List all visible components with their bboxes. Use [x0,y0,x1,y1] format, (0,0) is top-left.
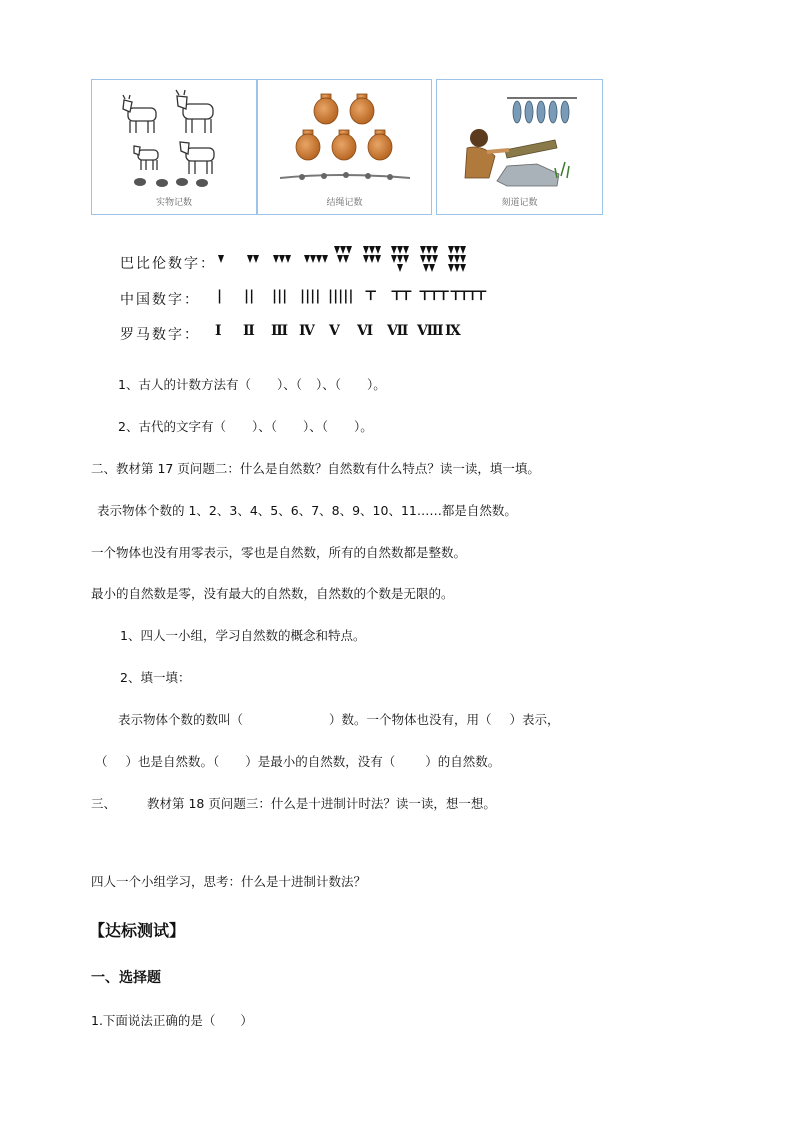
paragraph-smallest: 最小的自然数是零，没有最大的自然数，自然数的个数是无限的。 [91,586,454,601]
choice-question-1: 1.下面说法正确的是（ ） [91,1013,253,1028]
panel-caption: 结绳记数 [326,198,363,208]
babylonian-numeral-4 [304,255,328,263]
rome-numeral: Ⅳ [299,323,315,339]
paragraph-natural-numbers: 表示物体个数的 1、2、3、4、5、6、7、8、9、10、11……都是自然数。 [97,503,517,518]
section-3-heading: 教材第 18 页问题三：什么是十进制计时法？读一读，想一想。 [147,796,496,811]
panel-knot-counting [257,79,432,215]
china-label: 中国数字： [120,292,200,308]
china-numeral: ⊤ [364,288,378,304]
babylonian-numeral-7 [391,246,409,272]
group-think: 四人一个小组学习，思考：什么是十进制计数法？ [91,874,367,889]
china-numeral: ⊤⊤⊤⊤ [449,288,483,304]
rome-numeral: Ⅵ [357,323,374,339]
rome-numeral: Ⅲ [271,323,289,339]
babylonian-numeral-9 [448,246,466,272]
china-numeral: |||| [300,288,321,304]
babylonian-numerals [210,246,470,280]
goats-and-pebbles-icon [92,86,256,196]
china-numeral: ||| [272,288,288,304]
china-numeral: ⊤⊤⊤ [418,288,447,304]
panel-physical-counting [91,79,257,215]
section-2-heading: 二、教材第 17 页问题二：什么是自然数？自然数有什么特点？读一读，填一填。 [91,461,540,476]
babylonian-numeral-1 [218,255,224,263]
rome-label: 罗马数字： [120,327,200,343]
babylonian-numeral-2 [247,255,259,263]
rome-numeral: Ⅷ [417,323,444,339]
rome-numeral: Ⅸ [445,323,461,339]
panel-carving-counting [436,79,603,215]
caveman-carving-icon [437,86,602,196]
panel-caption: 刻道记数 [501,198,538,208]
fill-line-1: 表示物体个数的数叫（ ）数。一个物体也没有，用（ ）表示， [118,712,560,727]
babylon-label: 巴比伦数字： [120,256,216,272]
china-numeral: ⊤⊤ [390,288,409,304]
question-2: 2、古代的文字有（ ）、（ ）、（ ）。 [118,419,373,434]
babylonian-numeral-6 [363,246,381,263]
rome-numeral: Ⅶ [387,323,409,339]
fill-line-2: （ ）也是自然数。（ ）是最小的自然数，没有（ ）的自然数。 [95,754,501,769]
babylonian-numeral-3 [273,255,291,263]
china-numeral: || [244,288,255,304]
test-heading: 【达标测试】 [89,921,186,940]
panel-caption: 实物记数 [155,198,192,208]
rome-numeral: Ⅰ [215,323,222,339]
babylonian-numeral-5 [334,246,352,263]
question-1: 1、古人的计数方法有（ ）、（ ）、（ ）。 [118,377,386,392]
china-numeral: | [217,288,223,304]
choice-heading: 一、选择题 [91,970,161,986]
china-numeral: ||||| [328,288,354,304]
rome-numeral: Ⅴ [329,323,340,339]
section-3-number: 三、 [91,796,117,811]
paragraph-zero: 一个物体也没有用零表示，零也是自然数，所有的自然数都是整数。 [91,545,467,560]
rome-numeral: Ⅱ [243,323,255,339]
item-2: 2、填一填： [120,670,191,685]
pots-and-rope-icon [258,86,431,196]
item-1: 1、四人一小组，学习自然数的概念和特点。 [120,628,366,643]
babylonian-numeral-8 [420,246,438,272]
